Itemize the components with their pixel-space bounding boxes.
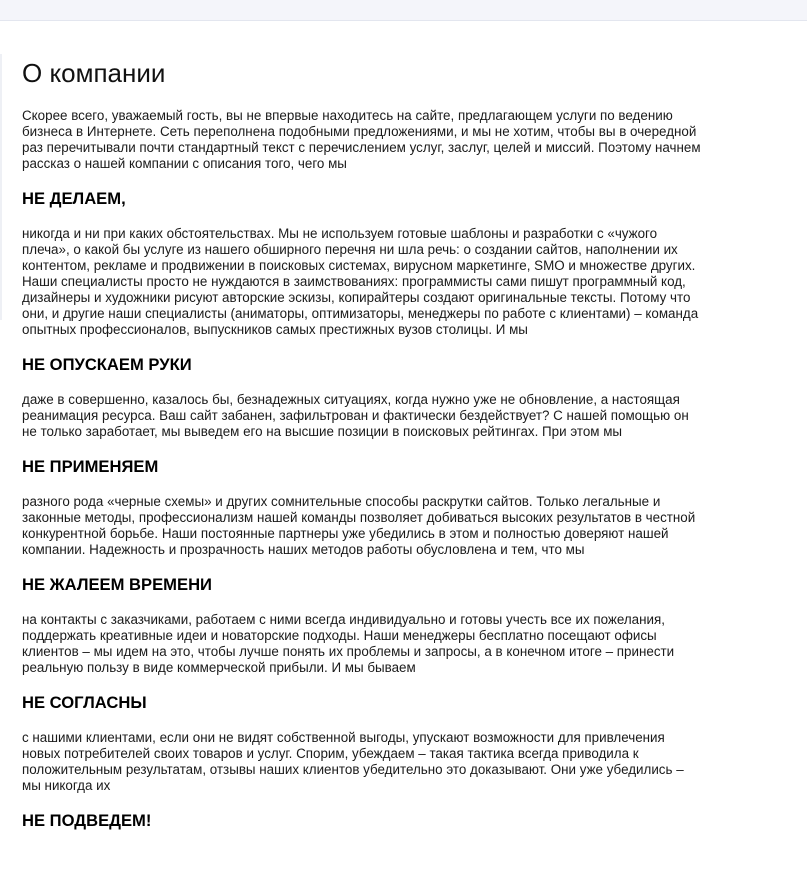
section-text-ne-soglasny: с нашими клиентами, если они не видят собственной выгоды, упускают возможности для привлечения новых потребителей своих товаров и услуг. Спорим, убеждаем – такая тактика всегда приводила к положительным результатам, отзывы наших клиентов убедительно это доказывают. Они уже убедились – мы никогда их <box>22 730 684 793</box>
section-heading-ne-primenyaem: НЕ ПРИМЕНЯЕМ <box>22 457 159 476</box>
section-heading-ne-podvedem: НЕ ПОДВЕДЕМ! <box>22 811 152 830</box>
article-content <box>22 58 702 848</box>
intro-paragraph: Скорее всего, уважаемый гость, вы не впервые находитесь на сайте, предлагающем услуги по ведению бизнеса в Интернете. Сеть переполнена подобными предложениями, и мы не хотим, чтобы вы в очередной раз перечитывали почти стандартный текст с перечислением услуг, заслуг, целей и миссий. Поэтому начнем рассказ о нашей компании с описания того, чего мы <box>22 108 701 171</box>
section-heading-ne-delaem: НЕ ДЕЛАЕМ, <box>22 189 126 208</box>
section-heading-ne-opuskaem-ruki: НЕ ОПУСКАЕМ РУКИ <box>22 355 192 374</box>
section-heading-ne-zhaleem-vremeni: НЕ ЖАЛЕЕМ ВРЕМЕНИ <box>22 575 212 594</box>
section-heading-ne-soglasny: НЕ СОГЛАСНЫ <box>22 693 147 712</box>
left-divider <box>0 54 2 320</box>
section-text-ne-opuskaem-ruki: даже в совершенно, казалось бы, безнадежных ситуациях, когда нужно уже не обновление, а настоящая реанимация ресурса. Ваш сайт забанен, зафильтрован и фактически бездействует? С нашей помощью он не только заработает, мы выведем его на высшие позиции в поисковых рейтингах. При этом мы <box>22 392 689 439</box>
top-header-strip <box>0 0 807 21</box>
section-text-ne-delaem: никогда и ни при каких обстоятельствах. Мы не используем готовые шаблоны и разработки с «чужого плеча», о какой бы услуге из нашего обширного перечня ни шла речь: о создании сайтов, наполнении их контентом, рекламе и продвижении в поисковых системах, вирусном маркетинге, SMO и множестве других. Наши специалисты просто не нуждаются в заимствованиях: программисты сами пишут программный код, дизайнеры и художники рисуют авторские эскизы, копирайтеры создают оригинальные тексты. Потому что они, и другие наши специалисты (аниматоры, оптимизаторы, менеджеры по работе с клиентами) – команда опытных профессионалов, выпускников самых престижных вузов столицы. И мы <box>22 226 699 337</box>
page-title: О компании <box>22 58 166 88</box>
section-text-ne-zhaleem-vremeni: на контакты с заказчиками, работаем с ними всегда индивидуально и готовы учесть все их пожелания, поддержать креативные идеи и новаторские подходы. Наши менеджеры бесплатно посещают офисы клиентов – мы идем на это, чтобы лучше понять их проблемы и запросы, а в конечном итоге – принести реальную пользу в виде коммерческой прибыли. И мы бываем <box>22 612 675 675</box>
section-text-ne-primenyaem: разного рода «черные схемы» и других сомнительные способы раскрутки сайтов. Только легальные и законные методы, профессионализм нашей команды позволяет добиваться высоких результатов в честной конкурентной борьбе. Наши постоянные партнеры уже убедились в этом и полностью доверяют нашей компании. Надежность и прозрачность наших методов работы обусловлена и тем, что мы <box>22 494 696 557</box>
